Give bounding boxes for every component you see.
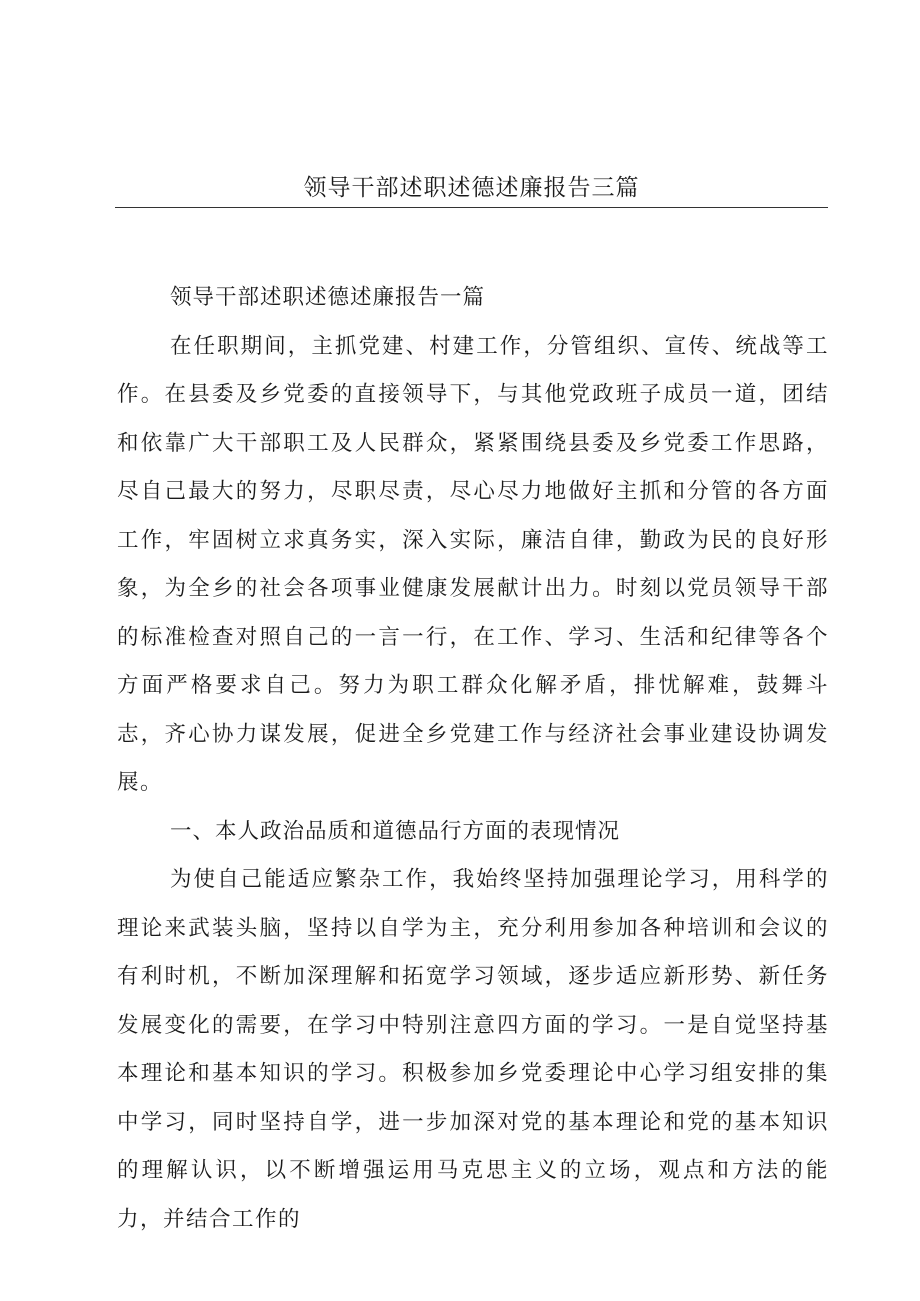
title-underline [115,207,828,208]
section-heading-1: 一、本人政治品质和道德品行方面的表现情况 [170,818,621,844]
document-body [117,274,829,1244]
document-title: 领导干部述职述德述廉报告三篇 [303,175,640,201]
body-paragraph-1: 在任职期间，主抓党建、村建工作，分管组织、宣传、统战等工作。在县委及乡党委的直接领导下，与其他党政班子成员一道，团结和依靠广大干部职工及人民群众，紧紧围绕县委及乡党委工作思路，尽自己最大的努力，尽职尽责，尽心尽力地做好主抓和分管的各方面工作，牢固树立求真务实，深入实际，廉洁自律，勤政为民的良好形象，为全乡的社会各项事业健康发展献计出力。时刻以党员领导干部的标准检查对照自己的一言一行，在工作、学习、生活和纪律等各个方面严格要求自己。努力为职工群众化解矛盾，排忧解难，鼓舞斗志，齐心协力谋发展，促进全乡党建工作与经济社会事业建设协调发展。 [117,333,829,795]
body-paragraph-2: 为使自己能适应繁杂工作，我始终坚持加强理论学习，用科学的理论来武装头脑，坚持以自学为主，充分利用参加各种培训和会议的有利时机，不断加深理解和拓宽学习领域，逐步适应新形势、新任务发展变化的需要，在学习中特别注意四方面的学习。一是自觉坚持基本理论和基本知识的学习。积极参加乡党委理论中心学习组安排的集中学习，同时坚持自学，进一步加深对党的基本理论和党的基本知识的理解认识，以不断增强运用马克思主义的立场，观点和方法的能力，并结合工作的 [117,867,829,1232]
report-subtitle: 领导干部述职述德述廉报告一篇 [170,285,486,310]
